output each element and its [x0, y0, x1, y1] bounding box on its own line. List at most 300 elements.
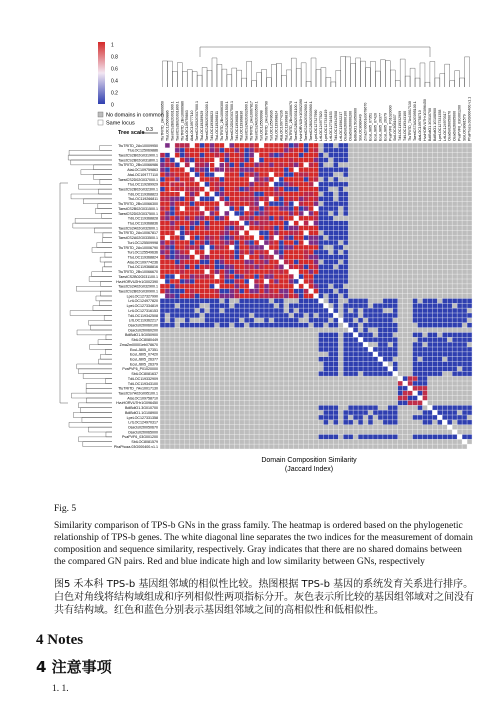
column-labels [160, 97, 471, 141]
heatmap-cell [304, 201, 309, 206]
tree-branch [89, 277, 112, 282]
heatmap-cell [403, 376, 408, 381]
heatmap-cell [160, 192, 165, 197]
heatmap-cell [432, 313, 437, 318]
heatmap-cell [269, 148, 274, 153]
heatmap-cell [457, 313, 462, 318]
row-label: TaestCS2B02G031900.1 [118, 153, 158, 158]
heatmap-cell [244, 269, 249, 274]
heatmap-cell [234, 294, 239, 299]
column-label: LpeLOC127331358 [437, 109, 442, 141]
heatmap-cell [442, 405, 447, 410]
heatmap-cell [422, 410, 427, 415]
heatmap-cell [244, 235, 249, 240]
heatmap-cell [373, 405, 378, 410]
heatmap-cell [328, 415, 333, 420]
row-label: TtuTRITD_2Bv10066300 [118, 202, 158, 207]
heatmap-cell [314, 153, 319, 158]
heatmap-cell [214, 196, 219, 201]
heatmap-cell [294, 172, 299, 177]
heatmap-cell [170, 143, 175, 148]
heatmap-cell [259, 192, 264, 197]
heatmap-cell [368, 318, 373, 323]
heatmap-cell [244, 308, 249, 313]
heatmap-cell [244, 153, 249, 158]
tree-branch [370, 61, 375, 87]
heatmap-cell [383, 371, 388, 376]
tree-branch [430, 62, 435, 87]
heatmap-cell [205, 148, 210, 153]
heatmap-cell [427, 371, 432, 376]
heatmap-cell [348, 337, 353, 342]
row-label: TaestCS2A02G032900.1 [118, 284, 158, 289]
heatmap-cell [348, 303, 353, 308]
heatmap-cell [304, 153, 309, 158]
heatmap-cell [353, 371, 358, 376]
heatmap-cell [190, 245, 195, 250]
heatmap-cell [323, 269, 328, 274]
heatmap-cell [457, 323, 462, 328]
tree-branch [232, 68, 237, 87]
legend-swatch-no-domains [98, 112, 103, 117]
heatmap-cell [353, 352, 358, 357]
heatmap-cell [442, 420, 447, 425]
heatmap-cell [214, 269, 219, 274]
heatmap-cell [338, 226, 343, 231]
heatmap-cell [160, 216, 165, 221]
heatmap-cell [388, 328, 393, 333]
row-label: EcuLJ805_07351 [130, 347, 158, 352]
heatmap-cell [333, 362, 338, 367]
heatmap-cell [254, 294, 259, 299]
heatmap-cell [219, 216, 224, 221]
heatmap-cell [328, 192, 333, 197]
heatmap-cell [244, 167, 249, 172]
heatmap-cell [427, 342, 432, 347]
heatmap-cell [259, 162, 264, 167]
heatmap-cell [427, 332, 432, 337]
heatmap-cell [170, 284, 175, 289]
heatmap-cell [269, 167, 274, 172]
heatmap-cell [239, 294, 244, 299]
heatmap-cell [413, 415, 418, 420]
heatmap-cell [422, 415, 427, 420]
heatmap-cell [239, 143, 244, 148]
heatmap-cell [422, 323, 427, 328]
heatmap-cell [254, 284, 259, 289]
heatmap-cell [229, 158, 234, 163]
heatmap-cell [165, 226, 170, 231]
tree-branch [102, 213, 112, 218]
heatmap-cell [234, 323, 239, 328]
heatmap-cell [244, 158, 249, 163]
heatmap-cell [279, 201, 284, 206]
column-label: TtuLOC125069886 [165, 110, 170, 141]
heatmap-cell [259, 264, 264, 269]
heatmap-cell [259, 206, 264, 211]
heatmap-cell [462, 332, 467, 337]
heatmap-cell [264, 294, 269, 299]
heatmap-cell [418, 371, 423, 376]
heatmap-cell [289, 279, 294, 284]
heatmap-cell [200, 226, 205, 231]
tree-branch [105, 349, 112, 354]
heatmap-cell [338, 279, 343, 284]
heatmap-cell [259, 230, 264, 235]
heatmap-cell [318, 172, 323, 177]
heatmap-cell [229, 216, 234, 221]
tree-branch [81, 170, 112, 175]
heatmap-cell [467, 405, 472, 410]
heatmap-cell [304, 143, 309, 148]
heatmap-cell [234, 230, 239, 235]
heatmap-cell [219, 323, 224, 328]
row-label: LrtLOC124977820 [128, 299, 158, 304]
heatmap-cell [328, 269, 333, 274]
heatmap-cell [249, 255, 254, 260]
heatmap-cell [205, 187, 210, 192]
column-label: TaestCS7A02G095100.1 [413, 101, 418, 141]
heatmap-cell [284, 274, 289, 279]
heatmap-cell [170, 230, 175, 235]
heatmap-cell [214, 260, 219, 265]
heatmap-cell [165, 230, 170, 235]
heatmap-cell [160, 298, 165, 303]
heatmap-cell [323, 192, 328, 197]
tree-branch [73, 413, 112, 418]
heatmap-cell [299, 192, 304, 197]
heatmap-cell [185, 187, 190, 192]
heatmap-cell [254, 269, 259, 274]
heatmap-cell [190, 216, 195, 221]
heatmap-cell [259, 279, 264, 284]
heatmap-cell [205, 162, 210, 167]
heatmap-cell [219, 192, 224, 197]
heatmap-cell [422, 381, 427, 386]
heatmap-cell [214, 250, 219, 255]
heatmap-cell [383, 298, 388, 303]
heatmap-cell [393, 308, 398, 313]
column-label: TdiLOC119332909 [398, 110, 403, 141]
heatmap-cell [269, 192, 274, 197]
heatmap-cell [289, 196, 294, 201]
heatmap-cell [413, 357, 418, 362]
heatmap-cell [413, 318, 418, 323]
heatmap-cell [422, 357, 427, 362]
heatmap-cell [353, 337, 358, 342]
heatmap-cell [214, 211, 219, 216]
heatmap-cell [314, 187, 319, 192]
heatmap-cell [378, 352, 383, 357]
tree-branch [296, 69, 301, 87]
heatmap-cell [170, 294, 175, 299]
heatmap-cell [234, 318, 239, 323]
row-label: TdiLOC119368823 [127, 192, 158, 197]
heatmap-cell [274, 260, 279, 265]
heatmap-cell [358, 303, 363, 308]
heatmap-cell [467, 371, 472, 376]
heatmap-cell [190, 172, 195, 177]
heatmap-cell [180, 235, 185, 240]
heatmap-cell [442, 415, 447, 420]
heatmap-cell [328, 337, 333, 342]
heatmap-cell [185, 182, 190, 187]
heatmap-cell [328, 362, 333, 367]
heatmap-cell [442, 332, 447, 337]
heatmap-cell [413, 371, 418, 376]
heatmap-cell [427, 347, 432, 352]
heatmap-cell [343, 153, 348, 158]
heatmap-cell [254, 289, 259, 294]
heatmap-cell [165, 201, 170, 206]
heatmap-cell [314, 182, 319, 187]
heatmap-cell [244, 294, 249, 299]
heatmap-cell [333, 153, 338, 158]
heatmap-cell [314, 303, 319, 308]
heatmap-cell [244, 182, 249, 187]
heatmap-cell [418, 366, 423, 371]
heatmap-cell [279, 240, 284, 245]
heatmap-cell [254, 192, 259, 197]
heatmap-cell [200, 162, 205, 167]
tree-branch [77, 330, 112, 335]
heatmap-cell [185, 206, 190, 211]
section-heading-chinese: 4 注意事项 [36, 658, 112, 676]
heatmap-cell [328, 255, 333, 260]
heatmap-cell [314, 211, 319, 216]
heatmap-cell [338, 264, 343, 269]
heatmap-cell [205, 201, 210, 206]
heatmap-cell [333, 211, 338, 216]
heatmap-cell [219, 158, 224, 163]
heatmap-cell [418, 381, 423, 386]
heatmap-cell [432, 323, 437, 328]
heatmap-cell [309, 201, 314, 206]
heatmap-cell [249, 143, 254, 148]
heatmap-cell [239, 264, 244, 269]
heatmap-cell [259, 289, 264, 294]
heatmap-cell [353, 405, 358, 410]
heatmap-cell [244, 245, 249, 250]
heatmap-cell [467, 303, 472, 308]
heatmap-cell [160, 240, 165, 245]
row-label: TaestCS2B02G031800.1 [118, 158, 158, 163]
heatmap-cell [427, 420, 432, 425]
heatmap-cell [170, 264, 175, 269]
heatmap-cell [160, 153, 165, 158]
heatmap-cell [447, 405, 452, 410]
heatmap-cell [323, 279, 328, 284]
row-label: TdiLOC119343100 [127, 381, 158, 386]
heatmap-cell [254, 148, 259, 153]
tree-branch [103, 233, 112, 238]
heatmap-cell [264, 226, 269, 231]
heatmap-cell [214, 274, 219, 279]
column-label: TtuLOC119368836 [239, 110, 244, 141]
heatmap-cell [304, 187, 309, 192]
heatmap-cell [269, 284, 274, 289]
heatmap-cell [210, 206, 215, 211]
heatmap-cell [304, 192, 309, 197]
heatmap-cell [214, 143, 219, 148]
heatmap-cell [338, 153, 343, 158]
heatmap-cell [239, 162, 244, 167]
heatmap-cell [323, 366, 328, 371]
heatmap-cell [190, 167, 195, 172]
heatmap-cell [314, 206, 319, 211]
heatmap-cell [304, 269, 309, 274]
tree-branch [455, 71, 460, 87]
heatmap-cell [368, 347, 373, 352]
heatmap-cell [309, 158, 314, 163]
heatmap-cell [244, 206, 249, 211]
heatmap-cell [224, 162, 229, 167]
heatmap-cell [269, 240, 274, 245]
heatmap-cell [244, 274, 249, 279]
heatmap-cell [422, 420, 427, 425]
heatmap-cell [348, 328, 353, 333]
heatmap-cell [200, 255, 205, 260]
heatmap-cell [205, 226, 210, 231]
heatmap-cell [309, 255, 314, 260]
heatmap-cell [229, 221, 234, 226]
heatmap-cell [264, 235, 269, 240]
heatmap-cell [333, 371, 338, 376]
heatmap-cell [457, 318, 462, 323]
tree-branch [83, 199, 112, 204]
column-label: TurLOC125549636 [269, 110, 274, 141]
heatmap-cell [289, 182, 294, 187]
heatmap-cell [160, 245, 165, 250]
heatmap-cell [190, 260, 195, 265]
heatmap-cell [289, 158, 294, 163]
heatmap-cell [264, 182, 269, 187]
heatmap-cell [284, 221, 289, 226]
heatmap-cell [190, 153, 195, 158]
heatmap-cell [229, 153, 234, 158]
heatmap-cell [284, 201, 289, 206]
tree-branch [103, 267, 112, 272]
heatmap-cell [343, 294, 348, 299]
heatmap-cell [249, 148, 254, 153]
heatmap-cell [200, 182, 205, 187]
heatmap-cell [214, 182, 219, 187]
heatmap-cell [413, 381, 418, 386]
heatmap-cell [309, 211, 314, 216]
heatmap-cell [358, 332, 363, 337]
heatmap-cell [328, 182, 333, 187]
heatmap-cell [309, 230, 314, 235]
heatmap-cell [427, 298, 432, 303]
heatmap-cell [323, 410, 328, 415]
heatmap-cell [185, 172, 190, 177]
heatmap-cell [343, 337, 348, 342]
heatmap-cell [210, 182, 215, 187]
heatmap-cell [363, 308, 368, 313]
heatmap-cell [432, 357, 437, 362]
heatmap-cell [294, 245, 299, 250]
heatmap-cell [304, 289, 309, 294]
legend-tick-label: 0.6 [111, 66, 118, 73]
heatmap-cell [333, 347, 338, 352]
heatmap-cell [190, 240, 195, 245]
heatmap-cell [418, 386, 423, 391]
heatmap-cell [462, 439, 467, 444]
heatmap-cell [239, 196, 244, 201]
heatmap-cell [437, 347, 442, 352]
heatmap-cell [279, 143, 284, 148]
heatmap-cell [284, 264, 289, 269]
heatmap-cell [323, 148, 328, 153]
heatmap-cell [195, 264, 200, 269]
heatmap-cell [180, 167, 185, 172]
heatmap-cell [259, 211, 264, 216]
heatmap-cell [269, 216, 274, 221]
heatmap-cell [314, 230, 319, 235]
heatmap-cell [244, 303, 249, 308]
heatmap-cell [160, 221, 165, 226]
heatmap-cell [274, 148, 279, 153]
heatmap-cell [214, 206, 219, 211]
heatmap-cell [205, 269, 210, 274]
heatmap-cell [457, 337, 462, 342]
heatmap-cell [249, 158, 254, 163]
tree-branch [105, 379, 112, 384]
legend-tick-label: 0.2 [111, 90, 118, 97]
heatmap-cell [234, 172, 239, 177]
heatmap-cell [318, 211, 323, 216]
heatmap-cell [393, 415, 398, 420]
heatmap-cell [249, 167, 254, 172]
tree-branch [86, 383, 112, 388]
heatmap-cell [437, 308, 442, 313]
heatmap-cell [175, 143, 180, 148]
heatmap-cell [205, 158, 210, 163]
heatmap-cell [249, 172, 254, 177]
heatmap-cell [343, 347, 348, 352]
heatmap-cell [462, 303, 467, 308]
heatmap-cell [333, 352, 338, 357]
row-label: TaestCS2D02G037000.1 [118, 177, 158, 182]
heatmap-cell [170, 211, 175, 216]
row-label: TtuTRITD_2Bv10066986 [118, 163, 158, 168]
heatmap-cell [284, 211, 289, 216]
heatmap-cell [338, 274, 343, 279]
row-label: TurLOC125549636 [127, 250, 158, 255]
tree-branch [316, 70, 321, 87]
heatmap-cell [170, 158, 175, 163]
heatmap-cell [170, 274, 175, 279]
heatmap-cell [274, 226, 279, 231]
heatmap-cell [393, 313, 398, 318]
row-label: TdiLOC119368828 [127, 216, 158, 221]
heatmap-cell [175, 172, 180, 177]
heatmap-cell [234, 162, 239, 167]
tree-branch [95, 209, 112, 214]
heatmap-cell [343, 352, 348, 357]
heatmap-cell [224, 255, 229, 260]
column-label: TtuLOC119266811 [214, 110, 219, 141]
heatmap-cell [170, 201, 175, 206]
heatmap-cell [294, 158, 299, 163]
heatmap-cell [318, 289, 323, 294]
heatmap-cell [170, 240, 175, 245]
heatmap-cell [205, 153, 210, 158]
tree-branch [415, 78, 420, 87]
heatmap-cell [219, 172, 224, 177]
heatmap-cell [165, 250, 170, 255]
heatmap-cell [219, 250, 224, 255]
